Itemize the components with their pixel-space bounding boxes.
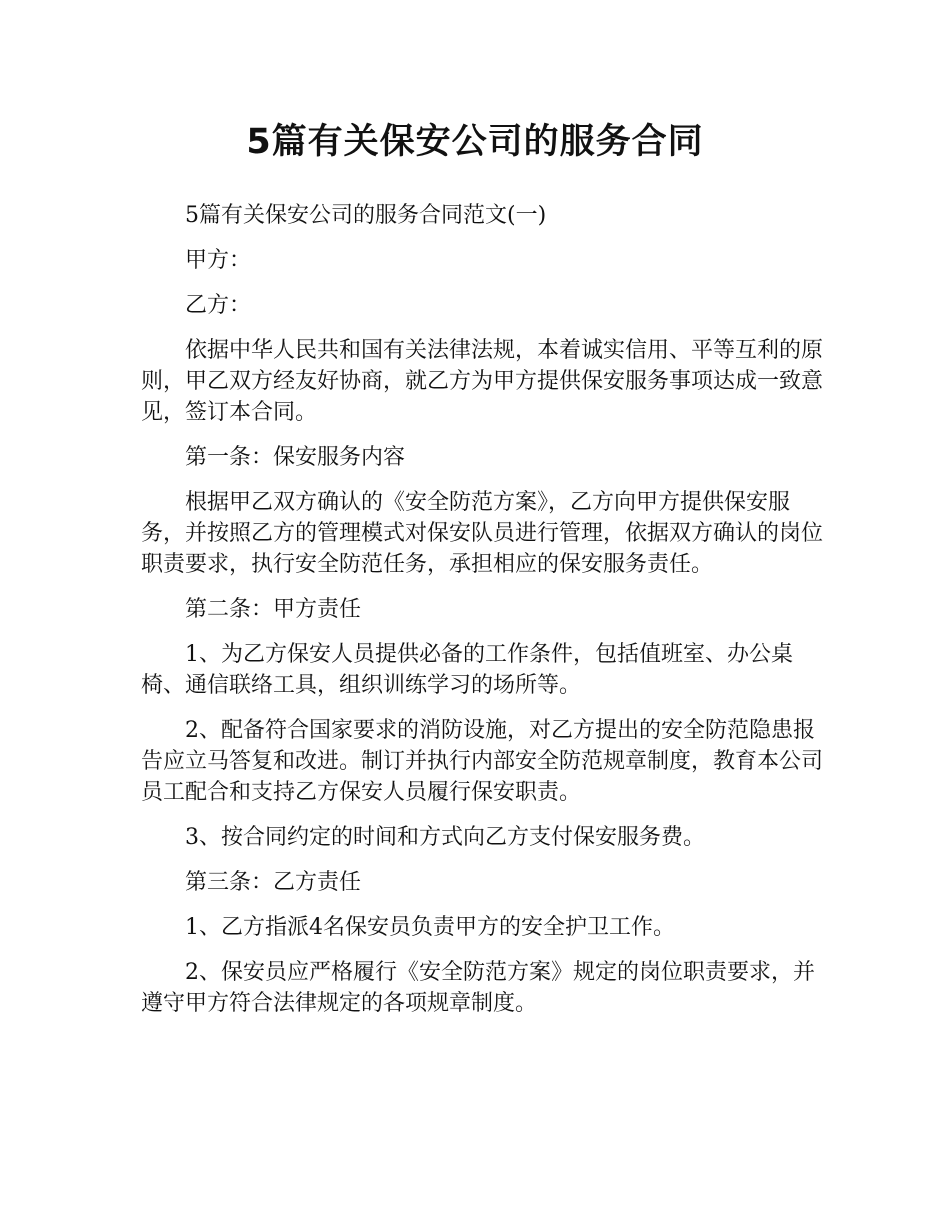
heading-article-2: 第二条：甲方责任	[185, 597, 362, 622]
paragraph-article-2-item-1: 1、为乙方保安人员提供必备的工作条件，包括值班室、办公桌椅、通信联络工具，组织训练学习的场所等。	[141, 642, 793, 698]
paragraph-subtitle: 5篇有关保安公司的服务合同范文(一)	[185, 203, 547, 228]
paragraph-article-2-item-3: 3、按合同约定的时间和方式向乙方支付保安服务费。	[185, 825, 705, 850]
page-title: 5篇有关保安公司的服务合同	[246, 122, 704, 162]
paragraph-article-3-item-1: 1、乙方指派4名保安员负责甲方的安全护卫工作。	[185, 915, 675, 940]
document-body	[141, 200, 831, 1033]
paragraph-party-b: 乙方：	[185, 293, 252, 318]
paragraph-preamble: 依据中华人民共和国有关法律法规，本着诚实信用、平等互利的原则，甲乙双方经友好协商，就乙方为甲方提供保安服务事项达成一致意见，签订本合同。	[141, 338, 824, 425]
heading-article-3: 第三条：乙方责任	[185, 870, 362, 895]
paragraph-article-3-item-2: 2、保安员应严格履行《安全防范方案》规定的岗位职责要求，并遵守甲方符合法律规定的各项规章制度。	[141, 960, 815, 1016]
paragraph-article-1-content: 根据甲乙双方确认的《安全防范方案》，乙方向甲方提供保安服务，并按照乙方的管理模式对保安队员进行管理，依据双方确认的岗位职责要求，执行安全防范任务，承担相应的保安服务责任。	[141, 490, 824, 577]
heading-article-1: 第一条：保安服务内容	[185, 445, 406, 470]
paragraph-article-2-item-2: 2、配备符合国家要求的消防设施，对乙方提出的安全防范隐患报告应立马答复和改进。制订并执行内部安全防范规章制度，教育本公司员工配合和支持乙方保安人员履行保安职责。	[141, 718, 824, 805]
paragraph-party-a: 甲方：	[185, 248, 252, 273]
